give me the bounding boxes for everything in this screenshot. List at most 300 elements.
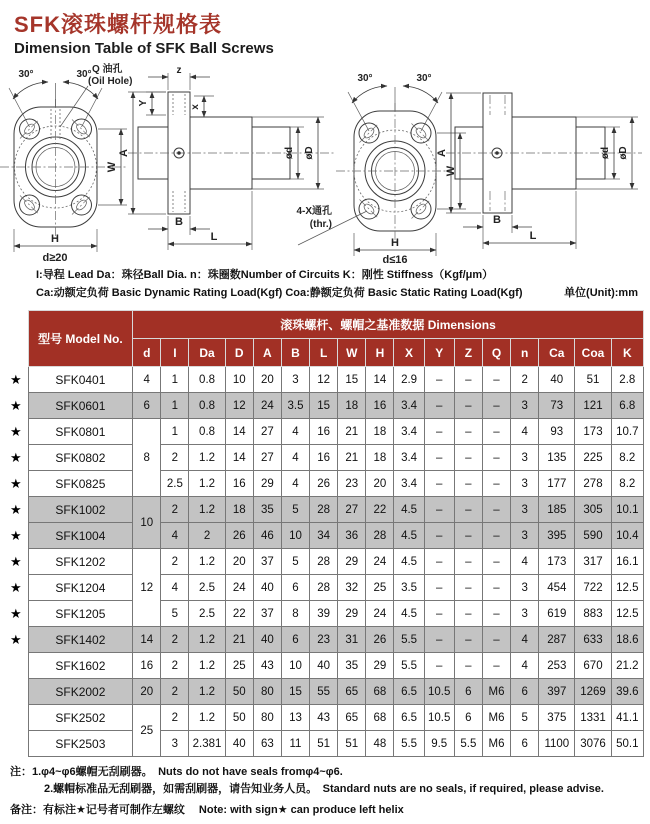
value-cell: 18 [366, 419, 394, 445]
value-cell: 28 [366, 523, 394, 549]
value-cell: – [454, 445, 482, 471]
value-cell: 18 [225, 497, 253, 523]
dim-z: z [176, 65, 182, 76]
value-cell: – [424, 549, 454, 575]
value-cell: 2.9 [394, 367, 424, 393]
value-cell: 40 [253, 575, 281, 601]
value-cell: 26 [366, 627, 394, 653]
d-cell: 20 [133, 679, 161, 705]
column-header-I: I [161, 339, 189, 367]
column-header-A: A [253, 339, 281, 367]
left-helix-star: ★ [4, 445, 28, 471]
value-cell: 10.5 [424, 705, 454, 731]
value-cell: 397 [539, 679, 575, 705]
value-cell: 55 [310, 679, 338, 705]
value-cell: 22 [366, 497, 394, 523]
value-cell: 63 [253, 731, 281, 757]
note-remark: 备注：有标注★记号者可制作左螺纹 Note: with sign★ can produce left helix [10, 804, 404, 817]
value-cell: 28 [310, 575, 338, 601]
value-cell: 619 [539, 601, 575, 627]
star-column-header [4, 311, 28, 367]
value-cell: 28 [310, 549, 338, 575]
value-cell: 1.2 [189, 471, 225, 497]
table-row [4, 549, 644, 575]
value-cell: – [482, 445, 510, 471]
value-cell: – [454, 575, 482, 601]
value-cell: 10 [281, 523, 309, 549]
value-cell: 15 [281, 679, 309, 705]
value-cell: 1269 [575, 679, 611, 705]
value-cell: – [424, 367, 454, 393]
value-cell: 317 [575, 549, 611, 575]
value-cell: 23 [338, 471, 366, 497]
dimensions-band-header: 滚珠螺杆、螺帽之基准数据 Dimensions [133, 311, 644, 339]
value-cell: 1.2 [189, 627, 225, 653]
value-cell: – [424, 419, 454, 445]
left-helix-star: ★ [4, 523, 28, 549]
value-cell: 28 [310, 497, 338, 523]
value-cell: 177 [539, 471, 575, 497]
value-cell: 51 [310, 731, 338, 757]
value-cell: 48 [366, 731, 394, 757]
model-cell: SFK2503 [28, 731, 133, 757]
value-cell: 26 [310, 471, 338, 497]
dim-y: Y [138, 99, 149, 107]
value-cell: 278 [575, 471, 611, 497]
table-row [4, 679, 644, 705]
value-cell: 225 [575, 445, 611, 471]
left-helix-star: ★ [4, 575, 28, 601]
value-cell: 27 [253, 419, 281, 445]
value-cell: 16 [310, 445, 338, 471]
value-cell: 3 [511, 523, 539, 549]
value-cell: 1.2 [189, 653, 225, 679]
value-cell: – [482, 393, 510, 419]
model-cell: SFK1204 [28, 575, 133, 601]
value-cell: 11 [281, 731, 309, 757]
value-cell: 5 [281, 497, 309, 523]
oil-hole-label-en: (Oil Hole) [88, 76, 133, 87]
page-title-zh: SFK滚珠螺杆规格表 [14, 12, 223, 37]
footnotes [10, 764, 650, 819]
table-row [4, 523, 644, 549]
model-cell: SFK0825 [28, 471, 133, 497]
table-row [4, 367, 644, 393]
value-cell: 883 [575, 601, 611, 627]
spec-left: d≥20 [42, 252, 68, 263]
value-cell: 39.6 [611, 679, 643, 705]
value-cell: – [424, 575, 454, 601]
value-cell: – [454, 601, 482, 627]
column-header-W: W [338, 339, 366, 367]
value-cell: 27 [253, 445, 281, 471]
value-cell: 18 [338, 393, 366, 419]
column-header-Ca: Ca [539, 339, 575, 367]
value-cell: 21 [225, 627, 253, 653]
value-cell: 2 [161, 445, 189, 471]
value-cell: 3.4 [394, 445, 424, 471]
value-cell: 39 [310, 601, 338, 627]
model-cell: SFK2502 [28, 705, 133, 731]
value-cell: 6 [511, 679, 539, 705]
table-row [4, 627, 644, 653]
section-view-left [118, 65, 334, 250]
value-cell: 2 [189, 523, 225, 549]
left-helix-star: ★ [4, 471, 28, 497]
column-header-Z: Z [454, 339, 482, 367]
model-cell: SFK0401 [28, 367, 133, 393]
page-title-en: Dimension Table of SFK Ball Screws [14, 40, 274, 57]
table-row [4, 575, 644, 601]
value-cell: 4 [281, 445, 309, 471]
value-cell: – [424, 445, 454, 471]
value-cell: 287 [539, 627, 575, 653]
column-header-Q: Q [482, 339, 510, 367]
column-header-L: L [310, 339, 338, 367]
d-cell: 16 [133, 653, 161, 679]
left-helix-star: ★ [4, 393, 28, 419]
oil-hole-label-zh: Q 油孔 [92, 64, 123, 75]
value-cell: 12 [310, 367, 338, 393]
dim-w-right: W [445, 165, 457, 177]
value-cell: 18 [366, 445, 394, 471]
value-cell: 4.5 [394, 601, 424, 627]
value-cell: 16 [366, 393, 394, 419]
value-cell: – [454, 523, 482, 549]
value-cell: 590 [575, 523, 611, 549]
dim-h-left: H [51, 233, 59, 245]
value-cell: 3 [511, 575, 539, 601]
value-cell: 3076 [575, 731, 611, 757]
value-cell: 15 [310, 393, 338, 419]
model-cell: SFK1205 [28, 601, 133, 627]
column-header-D: D [225, 339, 253, 367]
value-cell: 10.1 [611, 497, 643, 523]
value-cell: – [424, 523, 454, 549]
value-cell: – [482, 419, 510, 445]
value-cell: 4 [161, 523, 189, 549]
value-cell: 15 [338, 367, 366, 393]
value-cell: 50 [225, 679, 253, 705]
value-cell: – [482, 575, 510, 601]
value-cell: 5.5 [394, 627, 424, 653]
value-cell: 185 [539, 497, 575, 523]
value-cell: 21 [338, 419, 366, 445]
value-cell: – [424, 653, 454, 679]
value-cell: 3 [511, 497, 539, 523]
value-cell: – [424, 627, 454, 653]
dim-b-right: B [493, 214, 501, 226]
value-cell: M6 [482, 731, 510, 757]
model-cell: SFK1002 [28, 497, 133, 523]
d-cell: 25 [133, 705, 161, 757]
value-cell: – [482, 523, 510, 549]
model-cell: SFK0801 [28, 419, 133, 445]
dim-a-left: A [118, 149, 130, 157]
left-helix-star [4, 653, 28, 679]
value-cell: 65 [338, 705, 366, 731]
value-cell: M6 [482, 679, 510, 705]
dim-l-left: L [210, 231, 218, 243]
value-cell: 3.4 [394, 393, 424, 419]
table-row [4, 653, 644, 679]
angle-label-left-2: 30° [76, 69, 92, 80]
d-cell: 8 [133, 419, 161, 497]
model-cell: SFK0802 [28, 445, 133, 471]
d-cell: 6 [133, 393, 161, 419]
value-cell: 40 [310, 653, 338, 679]
value-cell: 305 [575, 497, 611, 523]
dim-od-left: ød [284, 146, 295, 160]
column-header-n: n [511, 339, 539, 367]
value-cell: 37 [253, 601, 281, 627]
value-cell: 1.2 [189, 705, 225, 731]
legend-line-1: I:导程 Lead Da：珠径Ball Dia. n：珠圈数Number of Circuits K：刚性 Stiffness（Kgf/μm） [36, 269, 494, 281]
value-cell: 1 [161, 419, 189, 445]
value-cell: 2.8 [611, 367, 643, 393]
value-cell: 29 [338, 601, 366, 627]
d-cell: 12 [133, 549, 161, 627]
table-row [4, 445, 644, 471]
value-cell: 24 [366, 601, 394, 627]
value-cell: 6 [454, 705, 482, 731]
value-cell: 6 [281, 627, 309, 653]
value-cell: 26 [225, 523, 253, 549]
column-header-d: d [133, 339, 161, 367]
value-cell: 4.5 [394, 497, 424, 523]
value-cell: – [424, 601, 454, 627]
value-cell: – [424, 471, 454, 497]
left-helix-star [4, 731, 28, 757]
value-cell: 24 [253, 393, 281, 419]
value-cell: 29 [253, 471, 281, 497]
value-cell: 4.5 [394, 549, 424, 575]
value-cell: M6 [482, 705, 510, 731]
value-cell: 6.5 [394, 705, 424, 731]
left-helix-star: ★ [4, 627, 28, 653]
value-cell: – [482, 497, 510, 523]
left-helix-star: ★ [4, 497, 28, 523]
value-cell: – [454, 471, 482, 497]
value-cell: 25 [225, 653, 253, 679]
value-cell: 375 [539, 705, 575, 731]
value-cell: 29 [366, 653, 394, 679]
model-cell: SFK2002 [28, 679, 133, 705]
angle-label-right-2: 30° [416, 73, 432, 84]
dim-oD-right: øD [618, 146, 629, 160]
value-cell: 23 [310, 627, 338, 653]
value-cell: – [454, 419, 482, 445]
value-cell: 173 [575, 419, 611, 445]
value-cell: – [482, 653, 510, 679]
value-cell: 2 [511, 367, 539, 393]
value-cell: 12.5 [611, 575, 643, 601]
value-cell: 22 [225, 601, 253, 627]
value-cell: – [424, 393, 454, 419]
value-cell: 51 [338, 731, 366, 757]
value-cell: 0.8 [189, 419, 225, 445]
unit-label: 单位(Unit):mm [564, 286, 638, 299]
value-cell: 14 [225, 419, 253, 445]
table-row [4, 731, 644, 757]
legend [36, 267, 638, 302]
dim-b-left: B [175, 216, 183, 228]
column-header-Y: Y [424, 339, 454, 367]
value-cell: 41.1 [611, 705, 643, 731]
model-cell: SFK0601 [28, 393, 133, 419]
value-cell: 37 [253, 549, 281, 575]
section-view-right [436, 93, 642, 249]
column-header-X: X [394, 339, 424, 367]
value-cell: 1.2 [189, 445, 225, 471]
value-cell: 27 [338, 497, 366, 523]
value-cell: – [482, 627, 510, 653]
value-cell: 18.6 [611, 627, 643, 653]
technical-drawing [0, 63, 650, 263]
value-cell: 173 [539, 549, 575, 575]
value-cell: 10.4 [611, 523, 643, 549]
value-cell: 1.2 [189, 679, 225, 705]
value-cell: 0.8 [189, 393, 225, 419]
value-cell: 46 [253, 523, 281, 549]
value-cell: – [454, 627, 482, 653]
left-helix-star: ★ [4, 601, 28, 627]
dim-l-right: L [529, 230, 537, 242]
value-cell: 20 [225, 549, 253, 575]
value-cell: 670 [575, 653, 611, 679]
note-line-1: 注：1.φ4~φ6螺帽无刮刷器。 Nuts do not have seals fromφ4~φ6. [10, 766, 343, 779]
value-cell: 4 [511, 549, 539, 575]
value-cell: 2.5 [189, 575, 225, 601]
legend-line-2: Ca:动额定负荷 Basic Dynamic Rating Load(Kgf) Coa:静额定负荷 Basic Static Rating Load(Kgf) [36, 286, 523, 299]
value-cell: – [482, 549, 510, 575]
value-cell: 3 [161, 731, 189, 757]
value-cell: 3 [511, 445, 539, 471]
value-cell: 454 [539, 575, 575, 601]
flange-front-view-left [0, 63, 132, 263]
dim-x: x [190, 104, 201, 110]
value-cell: 43 [253, 653, 281, 679]
value-cell: 4 [511, 653, 539, 679]
column-header-H: H [366, 339, 394, 367]
left-helix-star [4, 679, 28, 705]
value-cell: 3 [511, 601, 539, 627]
value-cell: 50 [225, 705, 253, 731]
value-cell: 6 [281, 575, 309, 601]
value-cell: 5 [281, 549, 309, 575]
table-row [4, 497, 644, 523]
dim-h-right: H [391, 237, 399, 249]
dim-a-right: A [436, 149, 448, 157]
value-cell: 722 [575, 575, 611, 601]
value-cell: 20 [253, 367, 281, 393]
value-cell: 40 [539, 367, 575, 393]
value-cell: 2 [161, 497, 189, 523]
value-cell: 25 [366, 575, 394, 601]
value-cell: 65 [338, 679, 366, 705]
angle-label-left-1: 30° [18, 69, 34, 80]
value-cell: 1331 [575, 705, 611, 731]
value-cell: 1 [161, 393, 189, 419]
value-cell: 4 [511, 627, 539, 653]
dim-w-left: W [106, 161, 118, 173]
value-cell: 8.2 [611, 445, 643, 471]
dim-od-right: ød [600, 146, 611, 160]
value-cell: 12.5 [611, 601, 643, 627]
value-cell: 93 [539, 419, 575, 445]
value-cell: 34 [310, 523, 338, 549]
value-cell: 10 [225, 367, 253, 393]
value-cell: 3 [511, 471, 539, 497]
table-row [4, 393, 644, 419]
value-cell: 35 [253, 497, 281, 523]
table-row [4, 419, 644, 445]
value-cell: 80 [253, 679, 281, 705]
value-cell: 10.5 [424, 679, 454, 705]
value-cell: 36 [338, 523, 366, 549]
thru-hole-label-zh: 4-X通孔 [296, 206, 332, 217]
value-cell: – [454, 653, 482, 679]
d-cell: 14 [133, 627, 161, 653]
flange-front-view-right [296, 73, 466, 263]
value-cell: 51 [575, 367, 611, 393]
left-helix-star: ★ [4, 367, 28, 393]
value-cell: 21 [338, 445, 366, 471]
value-cell: 2.5 [189, 601, 225, 627]
spec-right: d≤16 [382, 254, 408, 263]
value-cell: – [482, 367, 510, 393]
value-cell: – [482, 601, 510, 627]
model-cell: SFK1402 [28, 627, 133, 653]
value-cell: 10.7 [611, 419, 643, 445]
value-cell: 5.5 [394, 731, 424, 757]
dimension-table [4, 310, 644, 757]
value-cell: 3.4 [394, 471, 424, 497]
value-cell: 6 [511, 731, 539, 757]
value-cell: 3.4 [394, 419, 424, 445]
value-cell: 0.8 [189, 367, 225, 393]
value-cell: – [454, 497, 482, 523]
value-cell: 68 [366, 705, 394, 731]
value-cell: 10 [281, 653, 309, 679]
value-cell: 2 [161, 549, 189, 575]
dim-oD-left: øD [304, 146, 315, 160]
value-cell: 5 [161, 601, 189, 627]
value-cell: 43 [310, 705, 338, 731]
table-row [4, 705, 644, 731]
value-cell: 2 [161, 627, 189, 653]
value-cell: 50.1 [611, 731, 643, 757]
value-cell: 20 [366, 471, 394, 497]
value-cell: 21.2 [611, 653, 643, 679]
value-cell: 40 [253, 627, 281, 653]
value-cell: 6.8 [611, 393, 643, 419]
value-cell: – [482, 471, 510, 497]
value-cell: 1.2 [189, 497, 225, 523]
value-cell: 121 [575, 393, 611, 419]
left-helix-star: ★ [4, 549, 28, 575]
value-cell: 3 [511, 393, 539, 419]
value-cell: 2.5 [161, 471, 189, 497]
d-cell: 10 [133, 497, 161, 549]
value-cell: – [454, 393, 482, 419]
value-cell: 6.5 [394, 679, 424, 705]
value-cell: 1 [161, 367, 189, 393]
column-header-Coa: Coa [575, 339, 611, 367]
value-cell: 35 [338, 653, 366, 679]
value-cell: 24 [366, 549, 394, 575]
value-cell: 8.2 [611, 471, 643, 497]
